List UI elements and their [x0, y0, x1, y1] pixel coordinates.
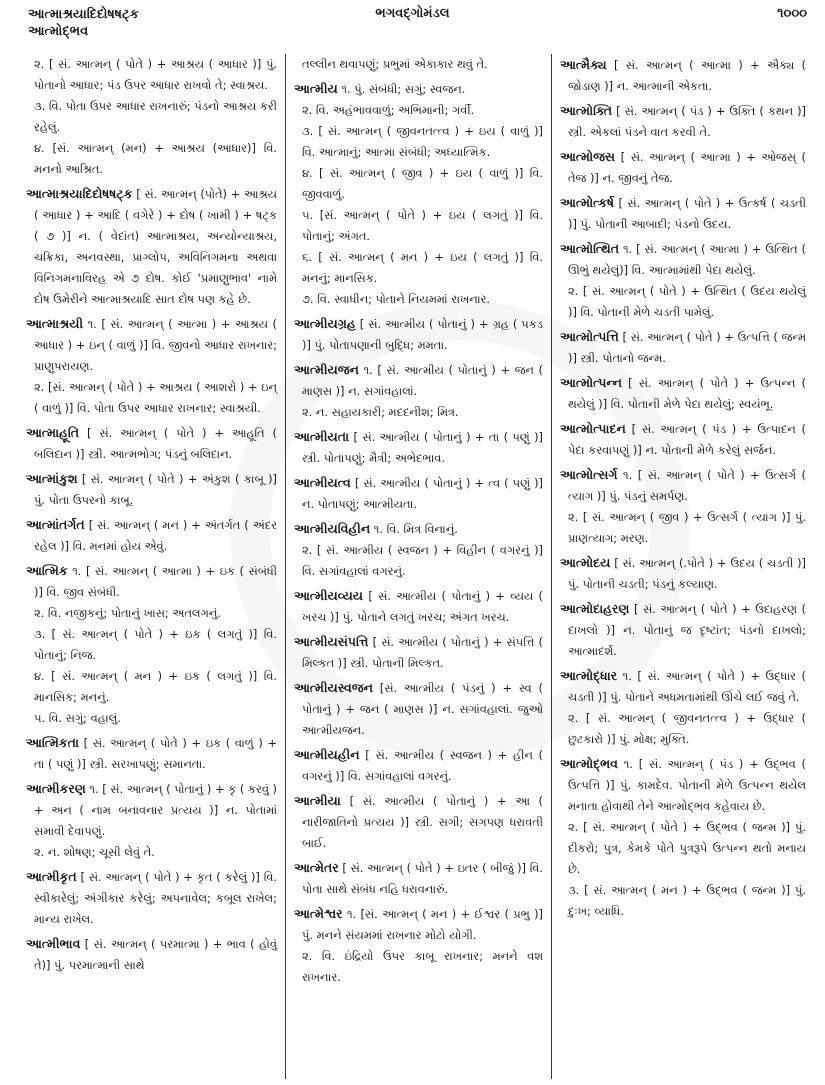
definition-text: [સં. આત્મીય ( પંડનું ) + સ્વ ( પોતાનું ) + જન ( માણસ )] ન. સગાંવહાલાં. જુઓ આત્મીયજન. — [302, 681, 543, 737]
book-title: ભગવદ્ગોમંડલ — [375, 6, 450, 21]
definition-text: ૧. [ સં. આત્મન્ ( પોતાનું ) + કૃ ( કરવું ) + અન ( નામ બનાવનાર પ્રત્યય )] ન. પોતામાં સમાવી દેવાપણું. — [34, 782, 278, 838]
dictionary-entry — [560, 552, 806, 595]
entry-sense — [26, 183, 277, 310]
entry-sense — [560, 326, 806, 369]
headword: આત્મિકતા — [26, 735, 79, 750]
entry-sense — [294, 744, 543, 787]
entry-sense — [294, 205, 543, 247]
definition-text: ૪. [ સં. આત્મન્ ( જીવ ) + ઇય ( વાળું )] વિ. જીવવાળું. — [302, 166, 543, 201]
headword: આત્મૈક્ય — [560, 57, 607, 72]
definition-text: ૧. [ સં. આત્મન્ ( પોતે ) + ઉદ્ધાર ( ચડતી )] પું. પોતાને અધમતામાંથી ઊંચે લઈ જવું તે. — [568, 669, 806, 704]
headword: આત્માંતર્ગત — [26, 517, 85, 532]
definition-text: [ સં. આત્મન્ ( પોતે ) + ઉત્પત્તિ ( જન્મ )] સ્ત્રી. પોતાનો જન્મ. — [568, 330, 807, 365]
dictionary-entry — [560, 326, 806, 369]
entry-sense — [294, 540, 543, 582]
headword: આત્મીયજન — [294, 362, 359, 377]
headword: આત્મોદ્ભવ — [560, 756, 618, 771]
entry-sense — [294, 946, 543, 988]
entry-sense — [560, 880, 806, 922]
entry-sense — [560, 418, 806, 461]
entry-sense — [26, 377, 277, 419]
dictionary-entry — [26, 183, 277, 310]
dictionary-entry — [560, 146, 806, 189]
guide-word-last: આત્મોદ્ભવ — [28, 24, 89, 39]
definition-text: [ સં. આત્મન્ ( પોતે ) + અંકુશ ( કાબૂ )] પું. પોતા ઉપરનો કાબૂ. — [34, 472, 277, 507]
headword: આત્મોજસ — [560, 149, 616, 164]
definition-text: ૨. ન. શોષણ; ચૂસી લેવું તે. — [34, 845, 155, 859]
headword: આત્મીય — [294, 81, 338, 96]
definition-text: [ સં. આત્મન્ ( પોતે ) + ઇતર ( બીજું )] વિ. પોતા સાથે સંબંધ નહિ ધરાવનારું. — [302, 861, 543, 896]
dictionary-entry — [294, 78, 543, 310]
entry-sense — [294, 472, 543, 515]
definition-text: ૩. [ સં. આત્મન્ ( જીવનતત્ત્વ ) + ઇય ( વાળું )] વિ. આત્માનું; આત્મા સંબંધી; અધ્યાત્મિક. — [302, 124, 543, 159]
entry-sense — [294, 313, 543, 356]
definition-text: [ સં. આત્મન્ ( પોતે ) + ઉત્પન્ન ( થયેલું )] વિ. પોતાની મેળે પેદા થયેલું; સ્વયંભૂ. — [568, 376, 806, 411]
definition-text: ૨. [ સં. આત્મીય ( સ્વજન ) + વિહીન ( વગરનું )] વિ. સગાંવહાલાં વગરનું. — [302, 543, 543, 578]
entry-sense — [26, 96, 277, 138]
entry-sense — [294, 903, 543, 946]
entry-sense — [294, 78, 543, 100]
entry-sense — [294, 163, 543, 205]
definition-text: ૨. [ સં. આત્મન્ ( જીવનતત્ત્વ ) + ઉદ્ધાર ( છુટકારો )] પું. મોક્ષ; મુક્તિ. — [568, 711, 806, 746]
entry-sense — [560, 507, 806, 549]
definition-text: ૧. [ સં. આત્મન્ ( પંડ ) + ઉદ્ભવ ( ઉત્પત્તિ )] પું. કામદેવ. પોતાની મેળે ઉત્પન્ન થયેલ મનાતા હોવાથી તેને આત્મોદ્ભવ કહેવાય છે. — [568, 757, 806, 813]
entry-sense — [294, 790, 543, 854]
headword: આત્મેતર — [294, 860, 339, 875]
entry-sense — [26, 708, 277, 729]
headword: આત્માશ્રયી — [26, 316, 84, 331]
entry-sense — [560, 464, 806, 507]
entry-sense — [560, 100, 806, 143]
headword: આત્મોત્કર્ષ — [560, 195, 615, 210]
headword: આત્મીયતા — [294, 429, 350, 444]
entry-sense — [560, 598, 806, 662]
definition-text: ૧. [ સં. આત્મન્ ( આત્મા ) + ઇક ( સંબંધી )] વિ. જીવ સંબંધી. — [34, 564, 277, 599]
column-1 — [24, 54, 286, 1079]
definition-text: [ સં. આત્મન્ (પોતે) + આશ્રય ( આધાર ) + આદિ ( વગેરે ) + દોષ ( ખામી ) + ષટ્ક ( ૭ )] ન. ( વેદાંત) આત્માશ્રય, અન્યોન્યાશ્રય, ચક્રિકા, અનવસ્થા, પ્રાગ્લોપ, અવિનિગમના અથવા વિનિગમનાવિરહ એ ૭ દોષ. કોઈ 'પ્રમાણુભાવ' નામે દોષ ઉમેરીને આત્માશ્રયાદિ સાત દોષ પણ કહે છે. — [34, 187, 278, 306]
dictionary-entry — [294, 903, 543, 988]
dictionary-entry — [294, 677, 543, 741]
entry-sense — [294, 121, 543, 163]
dictionary-entry — [26, 54, 277, 180]
definition-text: ૧. [ સં. આત્મન્ ( પોતે ) + ઉત્સર્ગ ( ત્યાગ )] પું. પંડનું સમર્પણ. — [568, 468, 806, 503]
headword: આત્મોત્પન્ન — [560, 375, 622, 390]
dictionary-entry — [26, 514, 277, 557]
entry-sense — [560, 552, 806, 595]
headword: આત્માશ્રયાદિદોષષટ્ક — [26, 186, 133, 201]
entry-sense — [26, 624, 277, 666]
dictionary-entry — [26, 313, 277, 419]
dictionary-entry — [294, 313, 543, 356]
dictionary-entry — [26, 468, 277, 511]
dictionary-entry — [294, 472, 543, 515]
dictionary-entry — [560, 753, 806, 922]
definition-text: [ સં. આત્મીય ( પોતાનું ) + વ્યય ( ખરચ )] પું. પોતાને લગતું ખરચ; અંગત ખરચ. — [302, 589, 543, 624]
entry-sense — [26, 422, 277, 465]
definition-text: [ સં. આત્મીય ( પોતાનું ) + ત્વ ( પણું )] ન. પોતાપણું; આત્મીયતા. — [302, 476, 543, 511]
definition-text: [ સં. આત્મન્ ( પરમાત્મા ) + ભાવ ( હોવું તે)] પું. પરમાત્માની સાથે — [34, 937, 277, 972]
definition-text: ૨. વિ. ઇંદ્રિયો ઉપર કાબૂ રાખનાર; મનને વશ રાખનાર. — [302, 949, 543, 984]
headword: આત્મોત્થિત — [560, 241, 620, 256]
headword: આત્મીયવિહીન — [294, 521, 371, 536]
headword: આત્મીયવ્યય — [294, 588, 364, 603]
entry-sense — [26, 560, 277, 603]
dictionary-columns — [24, 54, 814, 1079]
definition-text: [ સં. આત્મીય ( પોતાનું ) + ગ્રહ ( પકડ )] પું. પોતાપણાની બુદ્ધિ; મમતા. — [302, 317, 543, 352]
dictionary-entry — [294, 631, 543, 674]
definition-text: ૧. [ સં. આત્મન્ ( આત્મા ) + ઉત્થિત ( ઊભું થયેલું)] વિ. આત્મામાંથી પેદા થયેલું. — [568, 242, 806, 277]
dictionary-entry — [560, 418, 806, 461]
definition-text: ૧. [ સં. આત્મીય ( પોતાનું ) + જન ( માણસ )] ન. સગાંવહાલાં. — [302, 363, 543, 398]
dictionary-entry — [294, 744, 543, 787]
dictionary-entry — [560, 372, 806, 415]
headword: આત્મોદાહરણ — [560, 601, 630, 616]
definition-text: [ સં. આત્મીય ( પોતાનું ) + સંપત્તિ ( મિલ્કત )] સ્ત્રી. પોતાની મિલ્કત. — [302, 635, 543, 670]
definition-text: [ સં. આત્મન્ ( પોતે ) + કૃત ( કરેલું )] વિ. સ્વીકારેલું; અંગીકાર કરેલું; અપનાવેલ; કબૂલ રાખેલ; માન્ય રાખેલ. — [34, 870, 277, 926]
dictionary-entry — [560, 665, 806, 750]
entry-sense — [26, 933, 277, 976]
headword: આત્મોત્પાદન — [560, 421, 626, 436]
headword: આત્મોક્તિ — [560, 103, 613, 118]
definition-text: [ સં. આત્મન્ ( પોતે ) + ઉત્કર્ષ ( ચડતી )] પું. પોતાની આબાદી; પંડનો ઉદય. — [568, 196, 806, 231]
column-3 — [552, 54, 814, 1079]
page-number: ૧૦૦૦ — [777, 6, 807, 21]
headword: આત્મોત્સર્ગ — [560, 467, 618, 482]
entry-sense — [26, 138, 277, 180]
entry-sense — [294, 54, 543, 75]
definition-text: ૨. [ સં. આત્મન્ ( જીવ ) + ઉત્સર્ગ ( ત્યાગ )] પું. પ્રાણત્યાગ; મરણ. — [568, 510, 806, 545]
dictionary-entry — [26, 560, 277, 729]
headword: આત્મીયા — [294, 793, 341, 808]
entry-sense — [294, 100, 543, 121]
definition-text: ૨. [ સં. આત્મન્ ( પોતે ) + ઉત્થિત ( ઉદય થયેલું )] વિ. પોતાની મેળે ચડતી પામેલું. — [568, 284, 806, 319]
entry-sense — [26, 866, 277, 930]
definition-text: ૨. [સં. આત્મન્ ( પોતે ) + આશ્રય ( આશરો ) + ઇન્ ( વાળું )] વિ. પોતા ઉપર આધાર રાખનાર; સ્વાશ્રયી. — [34, 380, 277, 415]
dictionary-entry — [560, 54, 806, 97]
entry-sense — [26, 842, 277, 863]
definition-text: ૪. [સં. આત્મન્ (મન) + આશ્રય (આધાર)] વિ. મનનો આશ્રિત. — [34, 141, 277, 176]
entry-sense — [294, 857, 543, 900]
entry-sense — [26, 313, 277, 377]
entry-sense — [560, 708, 806, 750]
definition-text: [ સં. આત્મન્ (.પોતે ) + ઉદય ( ચડતી )] પું. પોતાની ચડતી; પંડનું કલ્યાણ. — [568, 556, 806, 591]
dictionary-entry — [294, 790, 543, 854]
headword: આત્મીભાવ — [26, 936, 81, 951]
dictionary-entry — [294, 857, 543, 900]
headword: આત્મીકૃત — [26, 869, 77, 884]
headword: આત્માહૂતિ — [26, 425, 80, 440]
headword: આત્મીયહીન — [294, 747, 360, 762]
definition-text: ૧. પું. સંબંધી; સગું; સ્વજન. — [341, 82, 466, 96]
entry-sense — [294, 402, 543, 423]
definition-text: [ સં. આત્મન્ ( પંડ ) + ઉક્તિ ( કથન )] સ્ત્રી. એકલાં પંડને વાત કરવી તે. — [568, 104, 806, 139]
definition-text: ૨. [ સં. આત્મન્ ( પોતે ) + ઉદ્ભવ ( જન્મ )] પું. દીકરો; પુત્ર, કેમકે પોતે પુત્રરૂપે ઉત્પન્ન થતો મનાય છે. — [568, 820, 806, 876]
headword: આત્મોત્પત્તિ — [560, 329, 619, 344]
entry-sense — [294, 247, 543, 289]
dictionary-entry — [294, 426, 543, 469]
headword: આત્મોદય — [560, 555, 611, 570]
definition-text: [ સં. આત્મન્ ( પંડ ) + ઉત્પાદન ( પેદા કરવાપણું )] ન. પોતાની મેળે કરેલું સર્જન. — [568, 422, 807, 457]
definition-text: ૫. વિ. સગું; વહાલું. — [34, 711, 121, 725]
entry-sense — [560, 238, 806, 281]
dictionary-entry — [560, 192, 806, 235]
entry-sense — [26, 468, 277, 511]
definition-text: [ સં. આત્મન્ ( મન ) + અંતર્ગત ( અંદર રહેલ )] વિ. મનમાં હોય એવું. — [34, 518, 277, 553]
dictionary-entry — [26, 933, 277, 976]
entry-sense — [26, 514, 277, 557]
headword: આત્મીયગ્રહ — [294, 316, 356, 331]
entry-sense — [294, 518, 543, 540]
column-2 — [286, 54, 552, 1079]
entry-sense — [560, 281, 806, 323]
definition-text: ૨. વિ. અહંભાવવાળું; અભિમાની; ગર્વી. — [302, 103, 475, 117]
page-header — [0, 0, 825, 52]
entry-sense — [294, 289, 543, 310]
dictionary-entry — [560, 598, 806, 662]
entry-sense — [560, 54, 806, 97]
definition-text: ૨. વિ. નજીકનું; પોતાનું ખાસ; અતલગનું. — [34, 606, 221, 620]
entry-sense — [560, 753, 806, 817]
dictionary-entry — [294, 585, 543, 628]
headword: આત્મીયસંપત્તિ — [294, 634, 369, 649]
entry-sense — [294, 631, 543, 674]
definition-text: [ સં. આત્મન્ ( આત્મા ) + ઐક્ય ( જોડાણ )] ન. આત્માની એકતા. — [568, 58, 806, 93]
entry-sense — [560, 146, 806, 189]
entry-sense — [560, 817, 806, 880]
entry-sense — [560, 665, 806, 708]
dictionary-entry — [26, 866, 277, 930]
definition-text: ૧. વિ. મિત્ર વિનાનું. — [373, 522, 458, 536]
entry-sense — [26, 666, 277, 708]
entry-sense — [26, 732, 277, 775]
entry-sense — [294, 426, 543, 469]
headword: આત્મીયત્વ — [294, 475, 351, 490]
dictionary-entry — [26, 422, 277, 465]
definition-text: ૩. [ સં. આત્મન્ ( મન ) + ઉદ્ભવ ( જન્મ )] પું. દુઃખ; વ્યાધિ. — [568, 883, 806, 918]
dictionary-entry — [560, 238, 806, 323]
definition-text: ૪. [ સં. આત્મન્ ( મન ) + ઇક ( લગતું )] વિ. માનસિક; મનનું. — [34, 669, 277, 704]
definition-text: [ સં. આત્મન્ ( આત્મા ) + ઓજસ્ ( તેજ )] ન. જીવનું તેજ. — [568, 150, 806, 185]
definition-text: તલ્લીન થવાપણું; પ્રભુમાં એકાકાર થવું તે. — [302, 57, 488, 71]
entry-sense — [294, 677, 543, 741]
dictionary-entry — [294, 54, 543, 75]
definition-text: [ સં. આત્મીય ( પોતાનું ) + આ ( નારીજાતિનો પ્રત્યય )] સ્ત્રી. સગી; સગપણ ધરાવતી બાઈ. — [302, 794, 543, 850]
definition-text: ૫. [સં. આત્મન્ ( પોતે ) + ઇય ( લગતું )] વિ. પોતાનું; અંગત. — [302, 208, 543, 243]
definition-text: ૩. [ સં. આત્મન્ ( પોતે ) + ઇક ( લગતું )] વિ. પોતાનું; નિજ. — [34, 627, 277, 662]
guide-word-first: આત્માશ્રયાદિદોષષટ્ક — [28, 7, 139, 22]
definition-text: [ સં. આત્મીય ( પોતાનું ) + તા ( પણું )] સ્ત્રી. પોતાપણું; મૈત્રી; અભેદભાવ. — [302, 430, 543, 465]
dictionary-entry — [26, 732, 277, 775]
definition-text: ૩. વિ. પોતા ઉપર આધાર રાખનારું; પંડનો આશ્રય કરી રહેલું. — [34, 99, 277, 134]
headword: આત્માંકુશ — [26, 471, 78, 486]
definition-text: [ સં. આત્મન્ ( પોતે ) + ઇક ( વાળું ) + તા ( પણું )] સ્ત્રી. સરખાપણું; સમાનતા. — [34, 736, 277, 771]
dictionary-entry — [560, 464, 806, 549]
headword: આત્મિક — [26, 563, 68, 578]
dictionary-entry — [294, 518, 543, 582]
headword: આત્મોદ્ધાર — [560, 668, 618, 683]
definition-text: [ સં. આત્મન્ ( પોતે ) + ઉદાહરણ ( દાખલો )] ન. પોતાનું જ દૃષ્ટાંત; પંડનો દાખલો; આત્માદર્શ. — [568, 602, 806, 658]
dictionary-entry — [560, 100, 806, 143]
definition-text: ૧. [સં. આત્મન્ ( મન ) + ઈશ્વર ( પ્રભુ )] પું. મનને સંયમમાં રાખનાર મોટો યોગી. — [302, 907, 543, 942]
definition-text: ૨. [ સં. આત્મન્ ( પોતે ) + આશ્રય ( આધાર )] પું. પોતાનો આધાર; પંડ ઉપર આધાર રાખવો તે; સ્વાશ્રય. — [34, 57, 277, 92]
definition-text: ૧. [ સં. આત્મન્ ( આત્મા ) + આશ્રય ( આધાર ) + ઇન્ ( વાળું )] વિ. જીવનો આધાર રાખનાર; પ્રાણુપરાયણ. — [34, 317, 278, 373]
definition-text: [ સં. આત્મીય ( સ્વજન ) + હીન ( વગરનું )] વિ. સગાંવહાલાં વગરનું. — [302, 748, 543, 783]
entry-sense — [26, 603, 277, 624]
entry-sense — [26, 54, 277, 96]
definition-text: ૬. [ સં. આત્મન્ ( મન ) + ઇય ( લગતું )] વિ. મનનું; માનસિક. — [302, 250, 543, 285]
headword: આત્મીયસ્વજન — [294, 680, 373, 695]
headword: આત્મેશ્વર — [294, 906, 343, 921]
entry-sense — [294, 585, 543, 628]
entry-sense — [26, 778, 277, 842]
headword: આત્મીકરણ — [26, 781, 86, 796]
definition-text: ૭. વિ. સ્વાધીન; પોતાને નિયમમાં રાખનાર. — [302, 292, 491, 306]
dictionary-entry — [26, 778, 277, 863]
definition-text: [ સં. આત્મન્ ( પોતે ) + આહૂતિ ( બલિદાન )] સ્ત્રી. આત્મભોગ; પંડનું બલિદાન. — [34, 426, 277, 461]
entry-sense — [560, 372, 806, 415]
entry-sense — [294, 359, 543, 402]
definition-text: ૨. ન. સહાયકારી; મદદનીશ; મિત્ર. — [302, 405, 459, 419]
dictionary-entry — [294, 359, 543, 423]
entry-sense — [560, 192, 806, 235]
